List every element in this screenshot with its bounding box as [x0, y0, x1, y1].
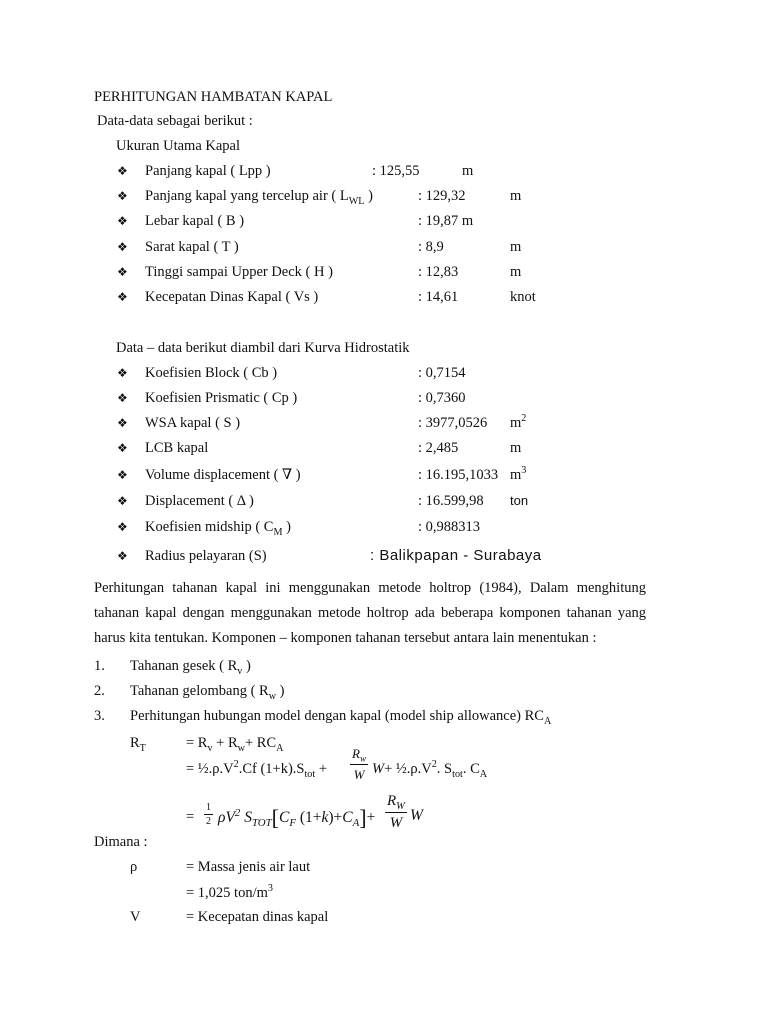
list-item-label: Koefisien Block ( Cb ) [145, 365, 278, 381]
definition-symbol: V [130, 909, 141, 925]
list-item-label: Sarat kapal ( T ) [145, 239, 239, 255]
list-item-unit: m [510, 264, 522, 280]
list-item-label: Kecepatan Dinas Kapal ( Vs ) [145, 289, 319, 305]
formula-lhs: $R_T$ [130, 735, 146, 754]
diamond-bullet-icon: ❖ [117, 441, 128, 455]
list-item-label: Lebar kapal ( B ) [145, 213, 245, 229]
list-item-label: Koefisien Prismatic ( Cp ) [145, 390, 298, 406]
list-item-value: : 0,7360 [418, 390, 466, 406]
definition-text: = 1,025 ton/$m^3$ [186, 883, 273, 901]
list-item-value: : 19,87 m [418, 213, 474, 229]
list-item-text: Perhitungan hubungan model dengan kapal (model ship allowance) $RC_A$ [130, 708, 552, 727]
diamond-bullet-icon: ❖ [117, 265, 128, 279]
diamond-bullet-icon: ❖ [117, 240, 128, 254]
list-item-value: : 2,485 [418, 440, 459, 456]
list-item-label: WSA kapal ( S ) [145, 415, 241, 431]
list-item-label: Radius pelayaran (S) [145, 548, 267, 564]
list-item-value: : 8,9 [418, 239, 444, 255]
list-item-unit: ton [510, 493, 529, 508]
definitions-heading: Dimana : [94, 834, 148, 850]
body-paragraph: Perhitungan tahanan kapal ini menggunakan metode holtrop (1984), Dalam menghitung tahanan kapal dengan menggunakan metode holtrop ada beberapa komponen tahanan yang harus kita tentukan. Komponen – komponen tahanan tersebut antara lain menentukan : [94, 580, 646, 646]
diamond-bullet-icon: ❖ [117, 416, 128, 430]
list-item-label: Displacement ( Δ ) [145, 493, 254, 509]
diamond-bullet-icon: ❖ [117, 494, 128, 508]
diamond-bullet-icon: ❖ [117, 549, 128, 563]
formula-line-3-main: $\rho V^2$ $S_{TOT}[C_F$ $(1+k)+C_A]+$ [218, 805, 376, 830]
definition-symbol: ρ [130, 859, 138, 875]
diamond-bullet-icon: ❖ [117, 164, 128, 178]
list-item-label: Panjang kapal yang tercelup air ( $L_{WL}$ ) [145, 188, 373, 207]
list-item-label: Volume displacement ( ∇ ) [145, 467, 301, 483]
list-item-value: : 14,61 [418, 289, 459, 305]
list-item-label: Koefisien midship ( $C_M$ ) [145, 519, 291, 538]
diamond-bullet-icon: ❖ [117, 468, 128, 482]
list-item-unit: $m^2$ [510, 413, 527, 431]
list-item-value: : 129,32 [418, 188, 466, 204]
list-item-unit: m [510, 188, 522, 204]
diamond-bullet-icon: ❖ [117, 189, 128, 203]
list-item-unit: m [510, 239, 522, 255]
list-item-unit: $m^3$ [510, 465, 527, 483]
list-item-unit: m [462, 163, 474, 179]
diamond-bullet-icon: ❖ [117, 214, 128, 228]
formula-line-3: = [186, 809, 195, 825]
list-item-value: : 0,988313 [418, 519, 481, 535]
formula-fraction-rw-w-2: $\frac{R_W}{W}$ [387, 793, 405, 831]
diamond-bullet-icon: ❖ [117, 366, 128, 380]
list-item-value: : 0,7154 [418, 365, 466, 381]
diamond-bullet-icon: ❖ [117, 520, 128, 534]
list-item-value: : 16.195,1033 [418, 467, 499, 483]
section-heading-main-dimensions: Ukuran Utama Kapal [116, 138, 241, 154]
list-item-unit: m [510, 440, 522, 456]
list-item-label: Tinggi sampai Upper Deck ( H ) [145, 264, 333, 280]
list-item-value: : 16.599,98 [418, 493, 484, 509]
definition-text: = Kecepatan dinas kapal [186, 909, 329, 925]
list-number: 1. [94, 658, 105, 674]
formula-line-2-tail: $W+ \frac{1}{2}.\rho.V^2$. $S_{tot}$. $C_A$ [372, 759, 488, 780]
diamond-bullet-icon: ❖ [117, 391, 128, 405]
formula-line-3-w: W [410, 807, 423, 824]
intro-text: Data-data sebagai berikut : [97, 113, 253, 129]
list-number: 3. [94, 708, 105, 724]
list-item-value: : 3977,0526 [418, 415, 488, 431]
list-item-text: Tahanan gesek ( $R_v$ ) [130, 658, 251, 677]
section-heading-hydrostatic: Data – data berikut diambil dari Kurva Hidrostatik [116, 340, 410, 356]
diamond-bullet-icon: ❖ [117, 290, 128, 304]
formula-line-2: = $\frac{1}{2}.\rho.V^2.Cf$ $(1+k).S_{tot}$ + [186, 759, 327, 780]
document-title: PERHITUNGAN HAMBATAN KAPAL [94, 89, 333, 105]
route-value: : Balikpapan - Surabaya [370, 547, 542, 564]
list-item-text: Tahanan gelombang ( $R_w$ ) [130, 683, 285, 702]
list-item-unit: knot [510, 289, 536, 305]
list-item-label: Panjang kapal ( Lpp ) [145, 163, 271, 179]
list-item-value: : 125,55 [372, 163, 420, 179]
list-number: 2. [94, 683, 105, 699]
formula-half-fraction: $\frac{1}{2}$ [206, 802, 211, 827]
formula-line-1: = $R_v + R_w+ RC_A$ [186, 735, 284, 754]
formula-fraction-rw-w: $\frac{R_w}{W}$ [352, 746, 367, 782]
definition-text: = Massa jenis air laut [186, 859, 311, 875]
list-item-label: LCB kapal [145, 440, 209, 456]
list-item-value: : 12,83 [418, 264, 459, 280]
